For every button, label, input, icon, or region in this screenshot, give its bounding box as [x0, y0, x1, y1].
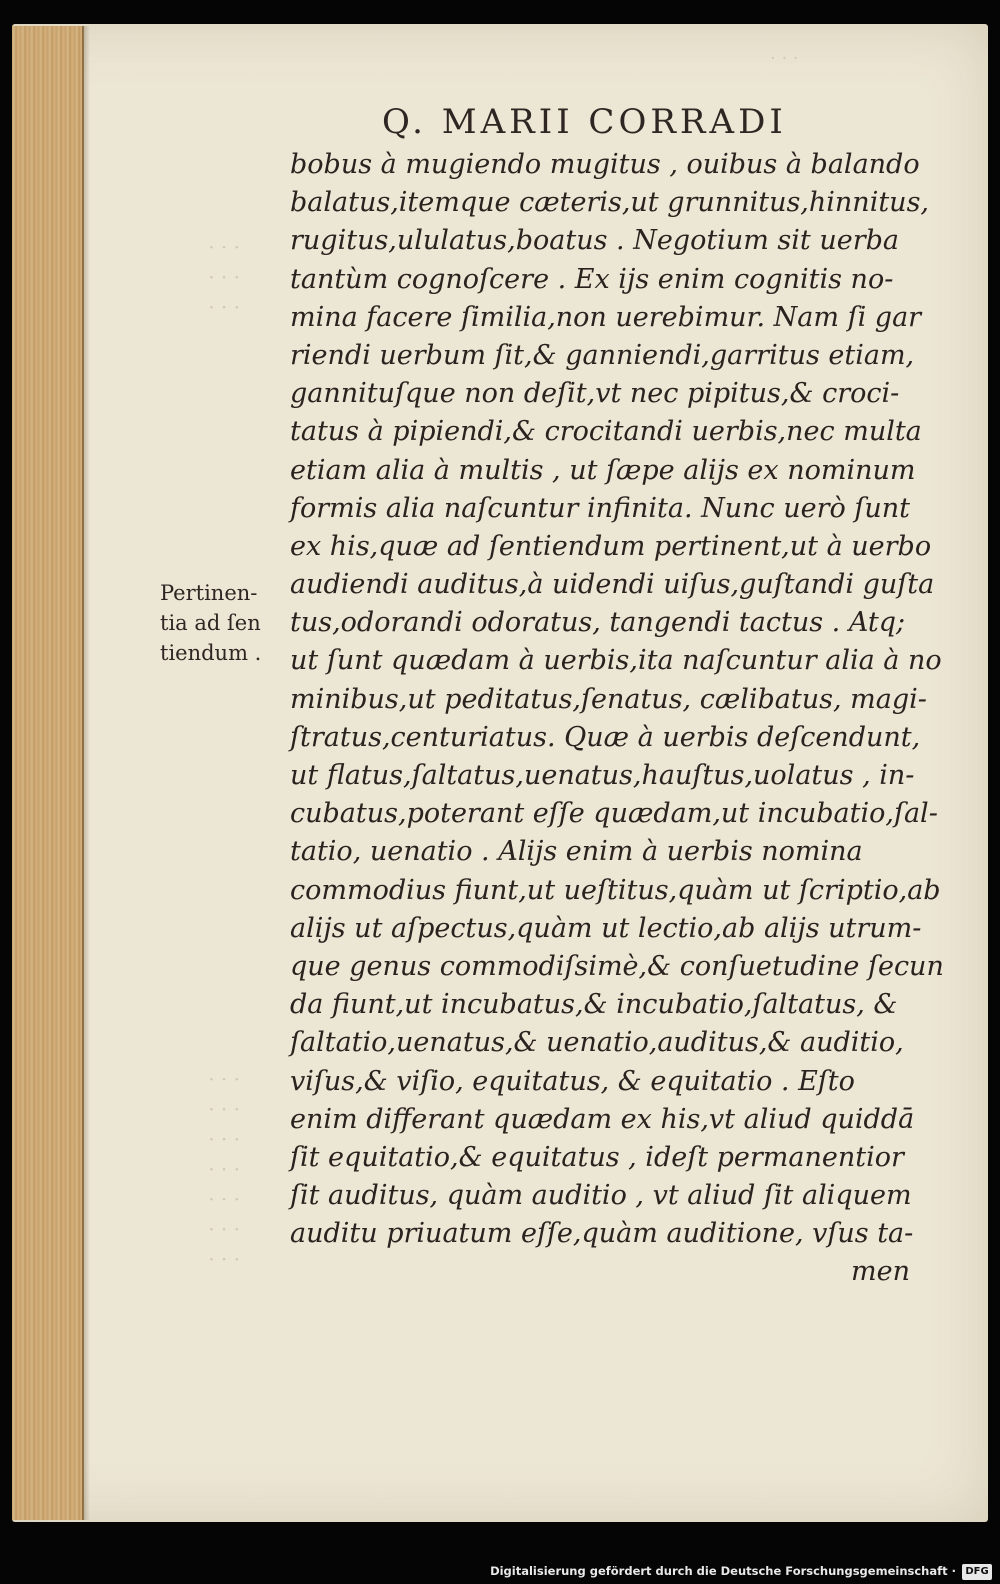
dfg-logo: DFG — [962, 1564, 992, 1580]
text-line: viſus,& viſio, equitatus, & equitatio . Eſto — [290, 1065, 855, 1097]
body-text — [290, 146, 944, 1292]
text-line: tantùm cognoſcere . Ex ijs enim cognitis no- — [290, 263, 894, 295]
margin-note-line: tia ad ſen — [160, 611, 261, 635]
text-line: tatus à pipiendi,& crocitandi uerbis,nec multa — [290, 416, 922, 448]
text-line: ſit equitatio,& equitatus , ideſt permanentior — [290, 1141, 904, 1173]
text-line: riendi uerbum ſit,& ganniendi,garritus etiam, — [290, 339, 915, 371]
text-line: mina facere ſimilia,non uerebimur. Nam ſi gar — [290, 301, 922, 333]
catchword: men — [851, 1256, 910, 1288]
text-line: ut flatus,ſaltatus,uenatus,hauſtus,uolatus , in- — [290, 760, 915, 791]
bleed-through-head: · · · — [770, 48, 799, 69]
running-head: Q. MARII CORRADI — [382, 102, 787, 142]
text-line: ex his,quæ ad ſentiendum pertinent,ut à uerbo — [290, 530, 932, 562]
text-line: ſtratus,centuriatus. Quæ à uerbis deſcendunt, — [290, 721, 921, 753]
text-line: enim differant quædam ex his,vt aliud quiddā — [290, 1103, 915, 1135]
text-line: ſaltatio,uenatus,& uenatio,auditus,& auditio, — [290, 1027, 904, 1059]
text-line: tus,odorandi odoratus, tangendi tactus . Atq; — [290, 607, 906, 639]
text-line: ut ſunt quædam à uerbis,ita naſcuntur alia à no — [290, 645, 942, 677]
margin-note-line: Pertinen- — [160, 581, 258, 605]
text-line: minibus,ut peditatus,ſenatus, cælibatus, magi- — [290, 683, 927, 715]
text-line: tatio, uenatio . Alijs enim à uerbis nomina — [290, 836, 863, 868]
bleed-through-margin-mid: · · · · · · · · · · · · · · · · · · · · · — [208, 1067, 240, 1271]
text-line: alijs ut aſpectus,quàm ut lectio,ab alijs utrum- — [290, 912, 922, 944]
text-line: etiam alia à multis , ut ſæpe alijs ex nominum — [290, 454, 916, 486]
text-line: audiendi auditus,à uidendi uiſus,guſtandi guſta — [290, 569, 935, 601]
text-line: commodius fiunt,ut ueſtitus,quàm ut ſcriptio,ab — [290, 874, 941, 906]
text-line: gannituſque non deſit,vt nec pipitus,& croci- — [290, 378, 900, 410]
text-line: balatus,itemque cæteris,ut grunnitus,hinnitus, — [290, 187, 930, 219]
text-line: bobus à mugiendo mugitus , ouibus à balando — [290, 149, 920, 180]
text-line: ſit auditus, quàm auditio , vt aliud ſit aliquem — [290, 1180, 912, 1212]
text-line: cubatus,poterant eſſe quædam,ut incubatio,ſal- — [290, 798, 938, 830]
bleed-through-margin-top: · · · · · · · · · — [208, 235, 240, 319]
text-line: da fiunt,ut incubatus,& incubatio,ſaltatus, & — [290, 989, 898, 1021]
page-fore-edge — [12, 26, 84, 1520]
digitization-credit: Digitalisierung gefördert durch die Deutsche Forschungsgemeinschaft · — [490, 1564, 956, 1578]
margin-note — [160, 578, 290, 668]
text-line: formis alia naſcuntur infinita. Nunc uerò ſunt — [290, 492, 910, 524]
text-line: que genus commodiſsimè,& conſuetudine ſecun — [290, 950, 944, 982]
margin-note-line: tiendum . — [160, 641, 262, 665]
text-line: rugitus,ululatus,boatus . Negotium sit uerba — [290, 225, 899, 257]
text-line: auditu priuatum eſſe,quàm auditione, vſus ta- — [290, 1218, 914, 1250]
